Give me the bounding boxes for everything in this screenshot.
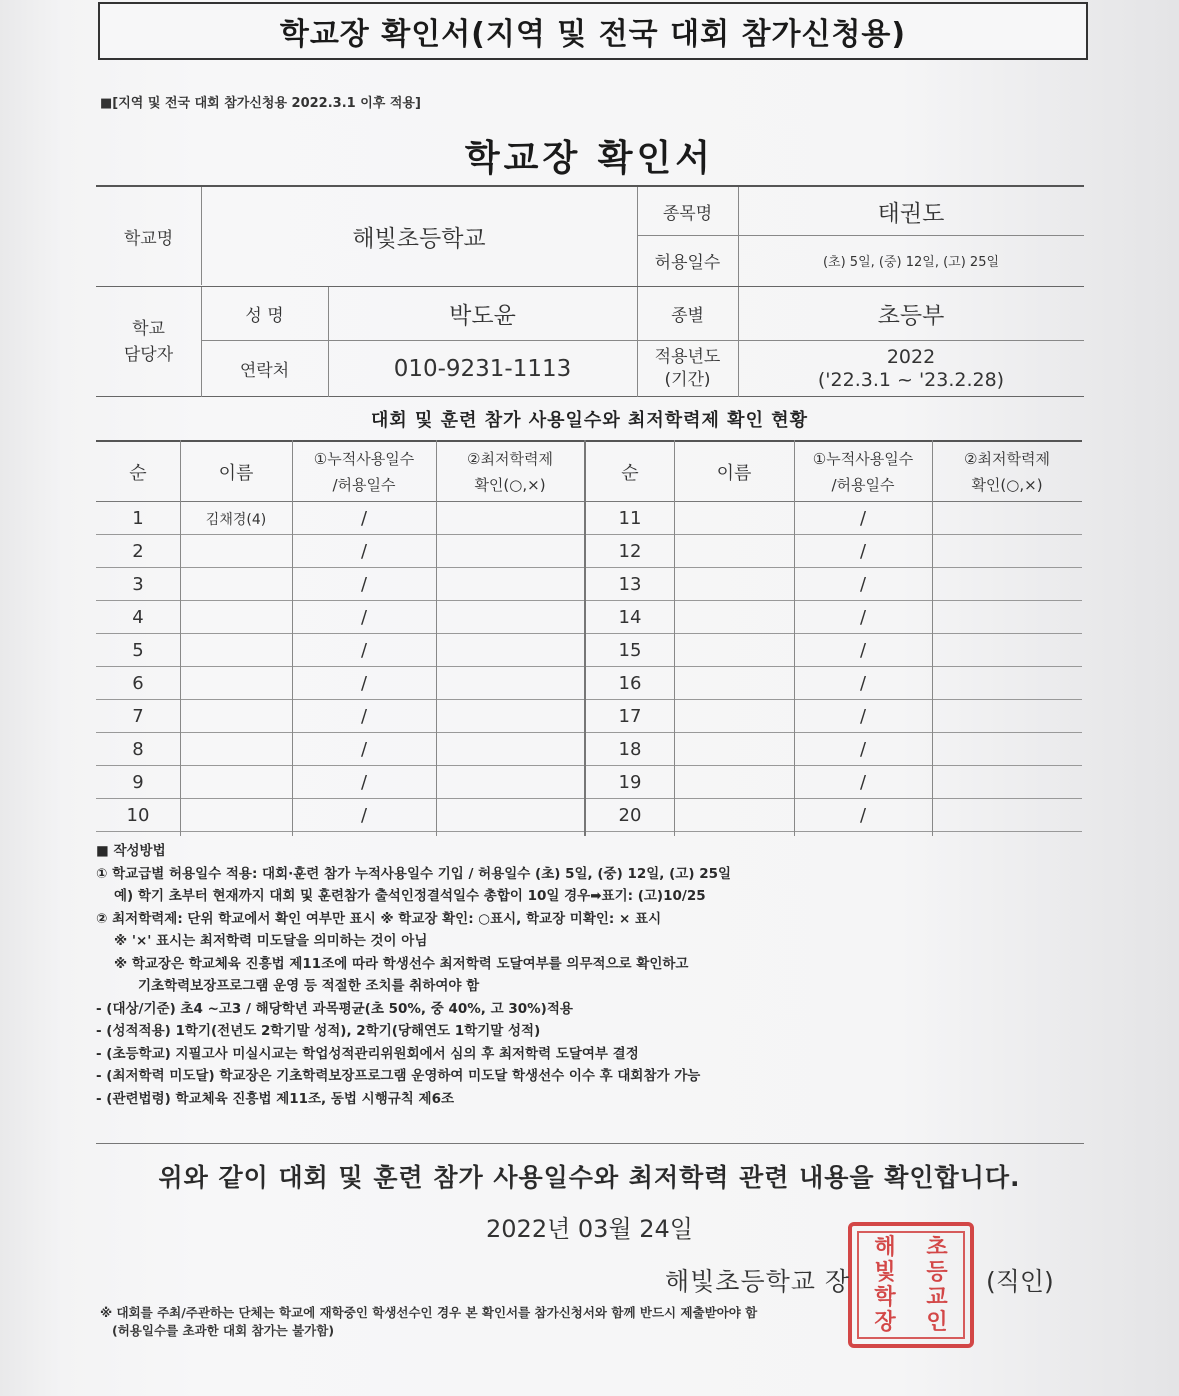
header-days-right [794, 442, 932, 502]
header-days-line2: /허용일수 [332, 476, 396, 494]
year-label [637, 340, 738, 397]
days-used: / [859, 772, 867, 793]
instruction-line: ※ 학교장은 학교체육 진흥법 제11조에 따라 학생선수 최저학력 도달여부를 의무적으로 확인하고 [114, 955, 689, 972]
year-value-line2: ('22.3.1 ~ '23.2.28) [817, 368, 1005, 391]
days-used: / [360, 640, 368, 661]
student-name [180, 766, 292, 799]
confirmation-statement: 위와 같이 대회 및 훈련 참가 사용일수와 최저학력 관련 내용을 확인합니다. [158, 1163, 1021, 1192]
header-days-line1: ①누적사용일수 [313, 450, 415, 468]
row-number: 5 [132, 640, 144, 661]
achievement-check [436, 535, 584, 568]
row-number: 15 [618, 640, 642, 661]
footnote-line2: (허용일수를 초과한 대회 참가는 불가함) [112, 1323, 335, 1338]
row-number: 20 [618, 805, 642, 826]
achievement-check [436, 502, 584, 535]
student-name [674, 502, 794, 535]
days-used: / [360, 508, 368, 529]
achievement-check [932, 667, 1082, 700]
footnote [100, 1304, 757, 1340]
days-used: / [360, 673, 368, 694]
achievement-check [932, 601, 1082, 634]
header-days-line1: ①누적사용일수 [812, 450, 914, 468]
days-used: / [859, 574, 867, 595]
table-row [96, 799, 1082, 832]
official-seal-stamp [848, 1222, 974, 1348]
header-name-left: 이름 [218, 463, 254, 484]
instruction-line: - (최저학력 미도달) 학교장은 기초학력보장프로그램 운영하여 미도달 학생선수 이수 후 대회참가 가능 [96, 1068, 701, 1084]
document-banner: 학교장 확인서(지역 및 전국 대회 참가신청용) [98, 2, 1088, 60]
name-value: 박도윤 [449, 302, 516, 329]
student-name [180, 667, 292, 700]
achievement-check [436, 601, 584, 634]
achievement-check [436, 700, 584, 733]
days-used: / [360, 706, 368, 727]
seal-glyph: 교 [926, 1285, 948, 1310]
row-number: 12 [618, 541, 642, 562]
allowed-days-value: (초) 5일, (중) 12일, (고) 25일 [822, 255, 1000, 270]
instruction-line: ① 학교급별 허용일수 적용: 대회·훈련 참가 누적사용일수 기입 / 허용일수 (초) 5일, (중) 12일, (고) 25일 [96, 865, 732, 882]
seal-glyph: 빛 [874, 1260, 896, 1285]
table-row [96, 700, 1082, 733]
event-label: 종목명 [662, 203, 713, 224]
header-no-left: 순 [129, 463, 147, 484]
student-name [674, 733, 794, 766]
days-used: / [360, 805, 368, 826]
days-used: / [859, 805, 867, 826]
days-used: / [859, 673, 867, 694]
student-name [180, 799, 292, 832]
instruction-line: - (성적적용) 1학기(전년도 2학기말 성적), 2학기(당해연도 1학기말 성적) [96, 1023, 541, 1039]
seal-glyph: 초 [926, 1235, 948, 1260]
student-name [674, 700, 794, 733]
seal-glyph: 등 [926, 1260, 948, 1285]
days-used: / [360, 541, 368, 562]
achievement-check [932, 502, 1082, 535]
student-name [180, 634, 292, 667]
school-name-value: 해빛초등학교 [352, 226, 486, 252]
achievement-check [932, 700, 1082, 733]
row-number: 1 [132, 508, 144, 529]
instruction-line: - (초등학교) 지필고사 미실시교는 학업성적관리위원회에서 심의 후 최저학력 도달여부 결정 [96, 1045, 639, 1062]
achievement-check [932, 733, 1082, 766]
student-name [674, 667, 794, 700]
divider [96, 1143, 1084, 1144]
days-used: / [360, 772, 368, 793]
row-number: 3 [132, 574, 144, 595]
header-check-line1: ②최저학력제 [467, 450, 553, 468]
student-name: 김채경(4) [205, 511, 267, 528]
row-number: 6 [132, 673, 144, 694]
days-used: / [859, 739, 867, 760]
row-number: 13 [618, 574, 642, 595]
instruction-line: 예) 학기 초부터 현재까지 대회 및 훈련참가 출석인정결석일수 총합이 10일 경우➡표기: (고)10/25 [114, 888, 706, 904]
school-info-table [96, 185, 1084, 397]
roster-header-row [96, 440, 1082, 502]
student-name [674, 535, 794, 568]
instruction-line: ※ '×' 표시는 최저학력 미도달을 의미하는 것이 아님 [114, 933, 428, 949]
instructions-block [96, 840, 1086, 1110]
days-used: / [859, 508, 867, 529]
signer-name: 해빛초등학교 장 [665, 1267, 850, 1296]
days-used: / [360, 574, 368, 595]
student-name [180, 535, 292, 568]
student-name [674, 568, 794, 601]
division-label: 종별 [671, 305, 704, 326]
footnote-line1: ※ 대회를 주최/주관하는 단체는 학교에 재학중인 학생선수인 경우 본 확인서를 참가신청서와 함께 반드시 제출받아야 함 [100, 1305, 758, 1320]
days-used: / [360, 607, 368, 628]
year-value [738, 340, 1084, 397]
instruction-line: - (관련법령) 학교체육 진흥법 제11조, 동법 시행규칙 제6조 [96, 1090, 455, 1107]
days-used: / [360, 739, 368, 760]
table-row [96, 766, 1082, 799]
header-check-line2: 확인(○,×) [971, 476, 1043, 494]
table-row [96, 568, 1082, 601]
manager-label-line1: 학교 [132, 318, 165, 339]
row-number: 14 [618, 607, 642, 628]
row-number: 9 [132, 772, 144, 793]
row-number: 4 [132, 607, 144, 628]
school-name-label: 학교명 [123, 229, 174, 249]
row-number: 8 [132, 739, 144, 760]
contact-label: 연락처 [239, 361, 290, 381]
student-name [180, 733, 292, 766]
achievement-check [436, 568, 584, 601]
achievement-check [932, 766, 1082, 799]
header-days-line2: /허용일수 [831, 476, 895, 494]
contact-value: 010-9231-1113 [393, 355, 572, 382]
header-name-right: 이름 [716, 463, 752, 484]
row-number: 17 [618, 706, 642, 727]
student-name [674, 634, 794, 667]
table-row [96, 667, 1082, 700]
event-value: 태권도 [877, 200, 945, 227]
table-row [96, 502, 1082, 535]
achievement-check [436, 799, 584, 832]
days-used: / [859, 607, 867, 628]
instruction-line: - (대상/기준) 초4 ~고3 / 해당학년 과목평균(초 50%, 중 40%, 고 30%)적용 [96, 1000, 573, 1017]
header-check-line2: 확인(○,×) [474, 476, 546, 494]
days-used: / [859, 706, 867, 727]
year-label-line2: (기간) [664, 369, 711, 390]
row-number: 2 [132, 541, 144, 562]
instruction-line: 기초학력보장프로그램 운영 등 적절한 조치를 취하여야 함 [138, 978, 480, 994]
achievement-check [932, 535, 1082, 568]
header-check-left [436, 442, 584, 502]
name-label: 성 명 [245, 305, 284, 326]
achievement-check [932, 634, 1082, 667]
header-check-line1: ②최저학력제 [964, 450, 1050, 468]
student-name [180, 601, 292, 634]
achievement-check [436, 733, 584, 766]
seal-glyph: 해 [874, 1235, 896, 1260]
days-used: / [859, 541, 867, 562]
student-name [180, 568, 292, 601]
student-name [674, 799, 794, 832]
seal-glyph: 인 [926, 1310, 948, 1335]
student-name [674, 766, 794, 799]
roster-section-title: 대회 및 훈련 참가 사용일수와 최저학력제 확인 현황 [370, 410, 808, 431]
table-row [96, 733, 1082, 766]
applicability-note: ■[지역 및 전국 대회 참가신청용 2022.3.1 이후 적용] [100, 96, 421, 111]
row-number: 11 [618, 508, 642, 529]
year-label-line1: 적용년도 [654, 346, 721, 367]
issue-date: 2022년 03월 24일 [486, 1215, 693, 1243]
seal-label: (직인) [986, 1267, 1054, 1296]
student-name [674, 601, 794, 634]
days-used: / [859, 640, 867, 661]
manager-label [96, 286, 201, 397]
header-days-left [292, 442, 436, 502]
seal-glyph: 장 [874, 1310, 896, 1335]
instruction-line: ② 최저학력제: 단위 학교에서 확인 여부만 표시 ※ 학교장 확인: ○표시, 학교장 미확인: × 표시 [96, 910, 662, 927]
header-check-right [932, 442, 1082, 502]
achievement-check [932, 568, 1082, 601]
table-row [96, 634, 1082, 667]
seal-glyphs [857, 1231, 965, 1339]
instructions-heading: ■ 작성방법 [96, 843, 166, 859]
header-no-right: 순 [621, 463, 639, 484]
row-number: 18 [618, 739, 642, 760]
achievement-check [932, 799, 1082, 832]
table-row [96, 601, 1082, 634]
row-number: 19 [618, 772, 642, 793]
page-title: 학교장 확인서 [464, 138, 715, 179]
row-number: 10 [126, 805, 150, 826]
row-number: 16 [618, 673, 642, 694]
allowed-days-label: 허용일수 [654, 253, 721, 273]
student-name [180, 700, 292, 733]
achievement-check [436, 634, 584, 667]
row-number: 7 [132, 706, 144, 727]
achievement-check [436, 766, 584, 799]
seal-glyph: 학 [874, 1285, 896, 1310]
table-row [96, 535, 1082, 568]
year-value-line1: 2022 [886, 345, 936, 368]
division-value: 초등부 [877, 302, 945, 329]
manager-label-line2: 담당자 [123, 344, 174, 365]
achievement-check [436, 667, 584, 700]
